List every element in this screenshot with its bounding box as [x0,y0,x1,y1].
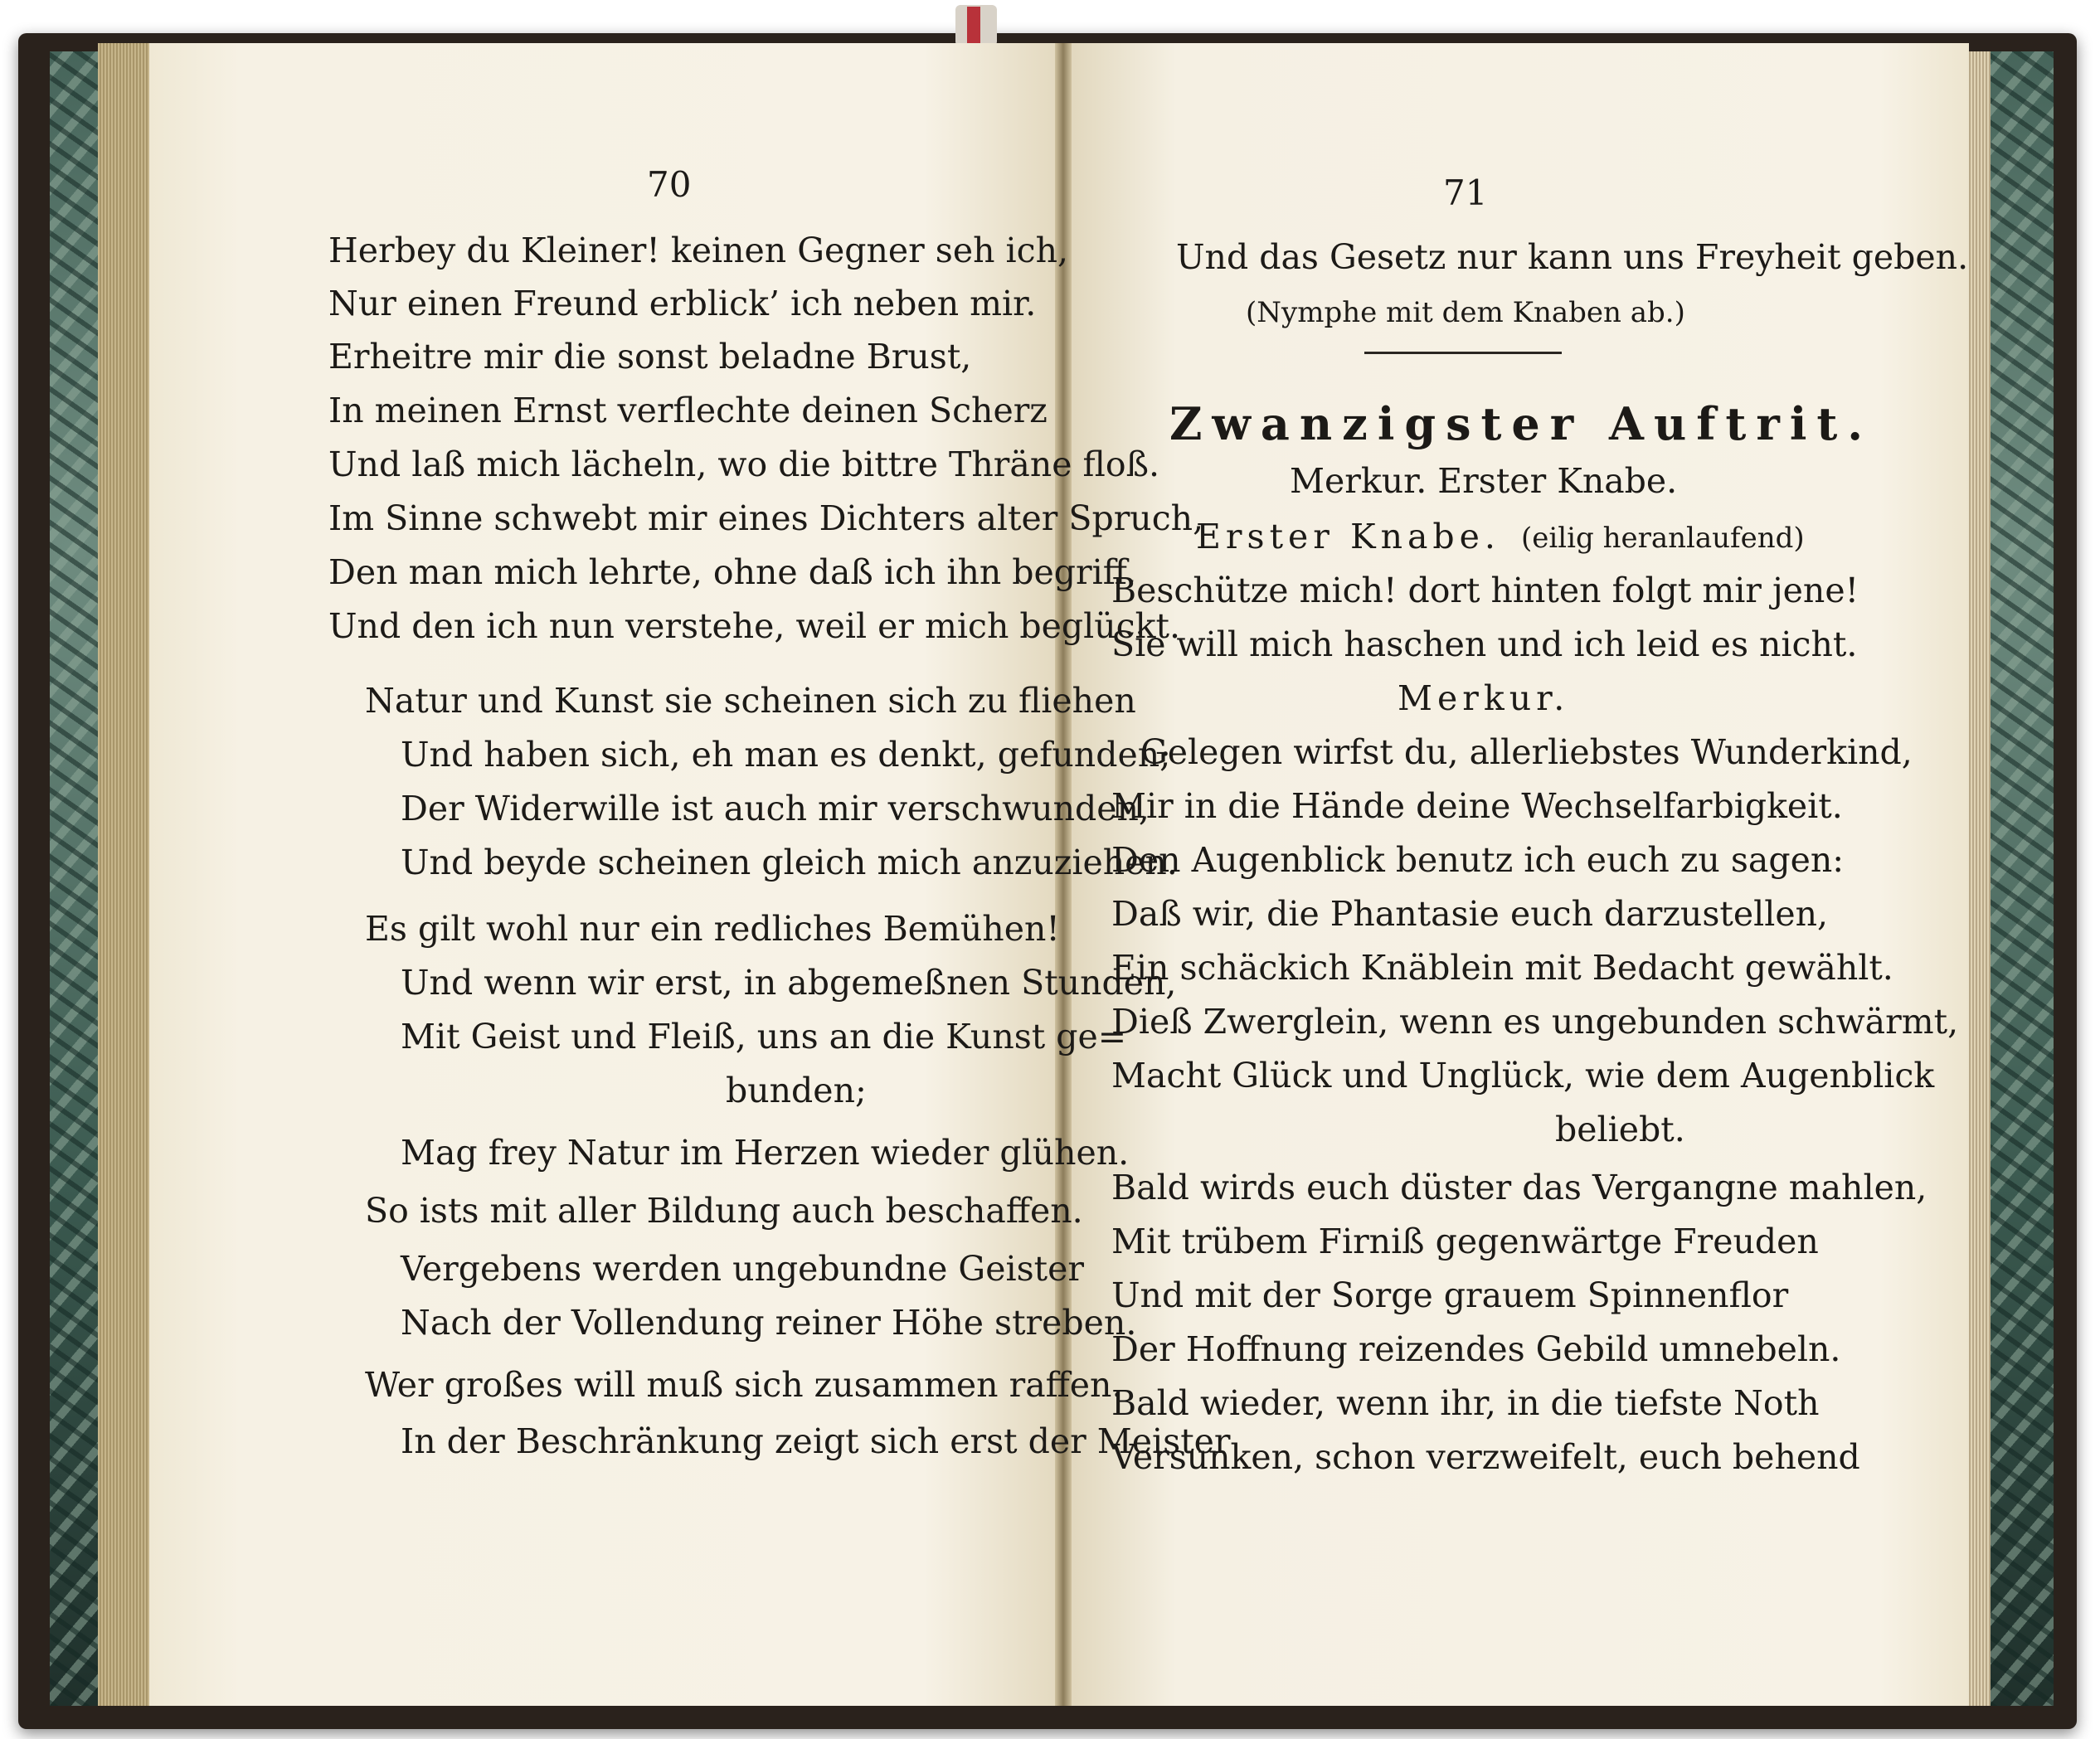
verse-line: Mag frey Natur im Herzen wieder glühen. [401,1133,1130,1173]
page-edges-right [1967,51,1991,1706]
verse-line: Macht Glück und Unglück, wie dem Augenblick [1111,1056,1935,1095]
verse-line: Im Sinne schwebt mir eines Dichters alter Spruch, [328,498,1204,538]
verse-line: Und beyde scheinen gleich mich anzuziehen. [401,843,1178,882]
verse-line: Mit trübem Firniß gegenwärtge Freuden [1111,1222,1819,1261]
speaker-name: Erster Knabe. [1196,517,1500,556]
bookmark-ribbon-red [967,7,980,45]
verse-line: Beschütze mich! dort hinten folgt mir jene! [1111,571,1859,610]
verse-line: Und das Gesetz nur kann uns Freyheit geben. [1176,237,1969,277]
marbled-board-right [1989,51,2054,1706]
verse-line: Und mit der Sorge grauem Spinnenflor [1111,1275,1789,1315]
verse-line: Und haben sich, eh man es denkt, gefunden; [401,735,1171,775]
verse-line: In der Beschränkung zeigt sich erst der Meister [401,1421,1231,1461]
stage-direction: (Nymphe mit dem Knaben ab.) [1246,296,1685,329]
stage-direction: (eilig heranlaufend) [1521,522,1805,555]
verse-line: bunden; [726,1071,867,1110]
speaker-name: Merkur. [1398,678,1570,718]
page-edges-left [98,43,151,1706]
verse-line: Gelegen wirfst du, allerliebstes Wunderkind, [1140,732,1913,772]
verse-line: Mir in die Hände deine Wechselfarbigkeit. [1111,786,1843,826]
verse-line: beliebt. [1555,1110,1685,1149]
verse-line: Und den ich nun verstehe, weil er mich beglückt. [328,606,1180,646]
verse-line: Bald wieder, wenn ihr, in die tiefste Noth [1111,1383,1820,1423]
verse-line: Den Augenblick benutz ich euch zu sagen: [1111,840,1845,880]
verse-line: Sie will mich haschen und ich leid es nicht. [1111,624,1858,664]
verse-line: Es gilt wohl nur ein redliches Bemühen! [365,909,1060,949]
verse-line: Den man mich lehrte, ohne daß ich ihn begriff, [328,552,1137,592]
verse-line: Vergebens werden ungebundne Geister [401,1249,1084,1289]
verse-line: Und laß mich lächeln, wo die bittre Thräne floß. [328,444,1159,484]
verse-line: Dieß Zwerglein, wenn es ungebunden schwärmt, [1111,1002,1959,1042]
verse-line: Mit Geist und Fleiß, uns an die Kunst ge= [401,1017,1127,1057]
verse-line: Ein schäckich Knäblein mit Bedacht gewählt. [1111,948,1893,988]
verse-line: Daß wir, die Phantasie euch darzustellen, [1111,894,1829,934]
verse-line: In meinen Ernst verflechte deinen Scherz [328,391,1048,430]
verse-line: Bald wirds euch düster das Vergangne mahlen, [1111,1168,1927,1207]
verse-line: Und wenn wir erst, in abgemeßnen Stunden, [401,963,1177,1003]
verse-line: Der Widerwille ist auch mir verschwunden, [401,789,1150,828]
verse-line: Nur einen Freund erblick’ ich neben mir. [328,284,1037,323]
verse-line: Herbey du Kleiner! keinen Gegner seh ich, [328,231,1069,270]
right-page-number: 71 [1443,172,1488,213]
verse-line: Erheitre mir die sonst beladne Brust, [328,337,972,376]
verse-line: Der Hoffnung reizendes Gebild umnebeln. [1111,1329,1841,1369]
verse-line: Wer großes will muß sich zusammen raffen. [365,1365,1123,1405]
verse-line: Natur und Kunst sie scheinen sich zu fliehen [365,681,1136,721]
scene-divider [1364,352,1562,354]
scene-title: Zwanzigster Auftrit. [1169,397,1874,450]
verse-line: Nach der Vollendung reiner Höhe streben. [401,1303,1137,1343]
left-page-number: 70 [647,164,692,205]
verse-line: So ists mit aller Bildung auch beschaffen. [365,1191,1083,1231]
verse-line: Versunken, schon verzweifelt, euch behend [1111,1437,1860,1477]
scene-characters: Merkur. Erster Knabe. [1290,461,1678,501]
